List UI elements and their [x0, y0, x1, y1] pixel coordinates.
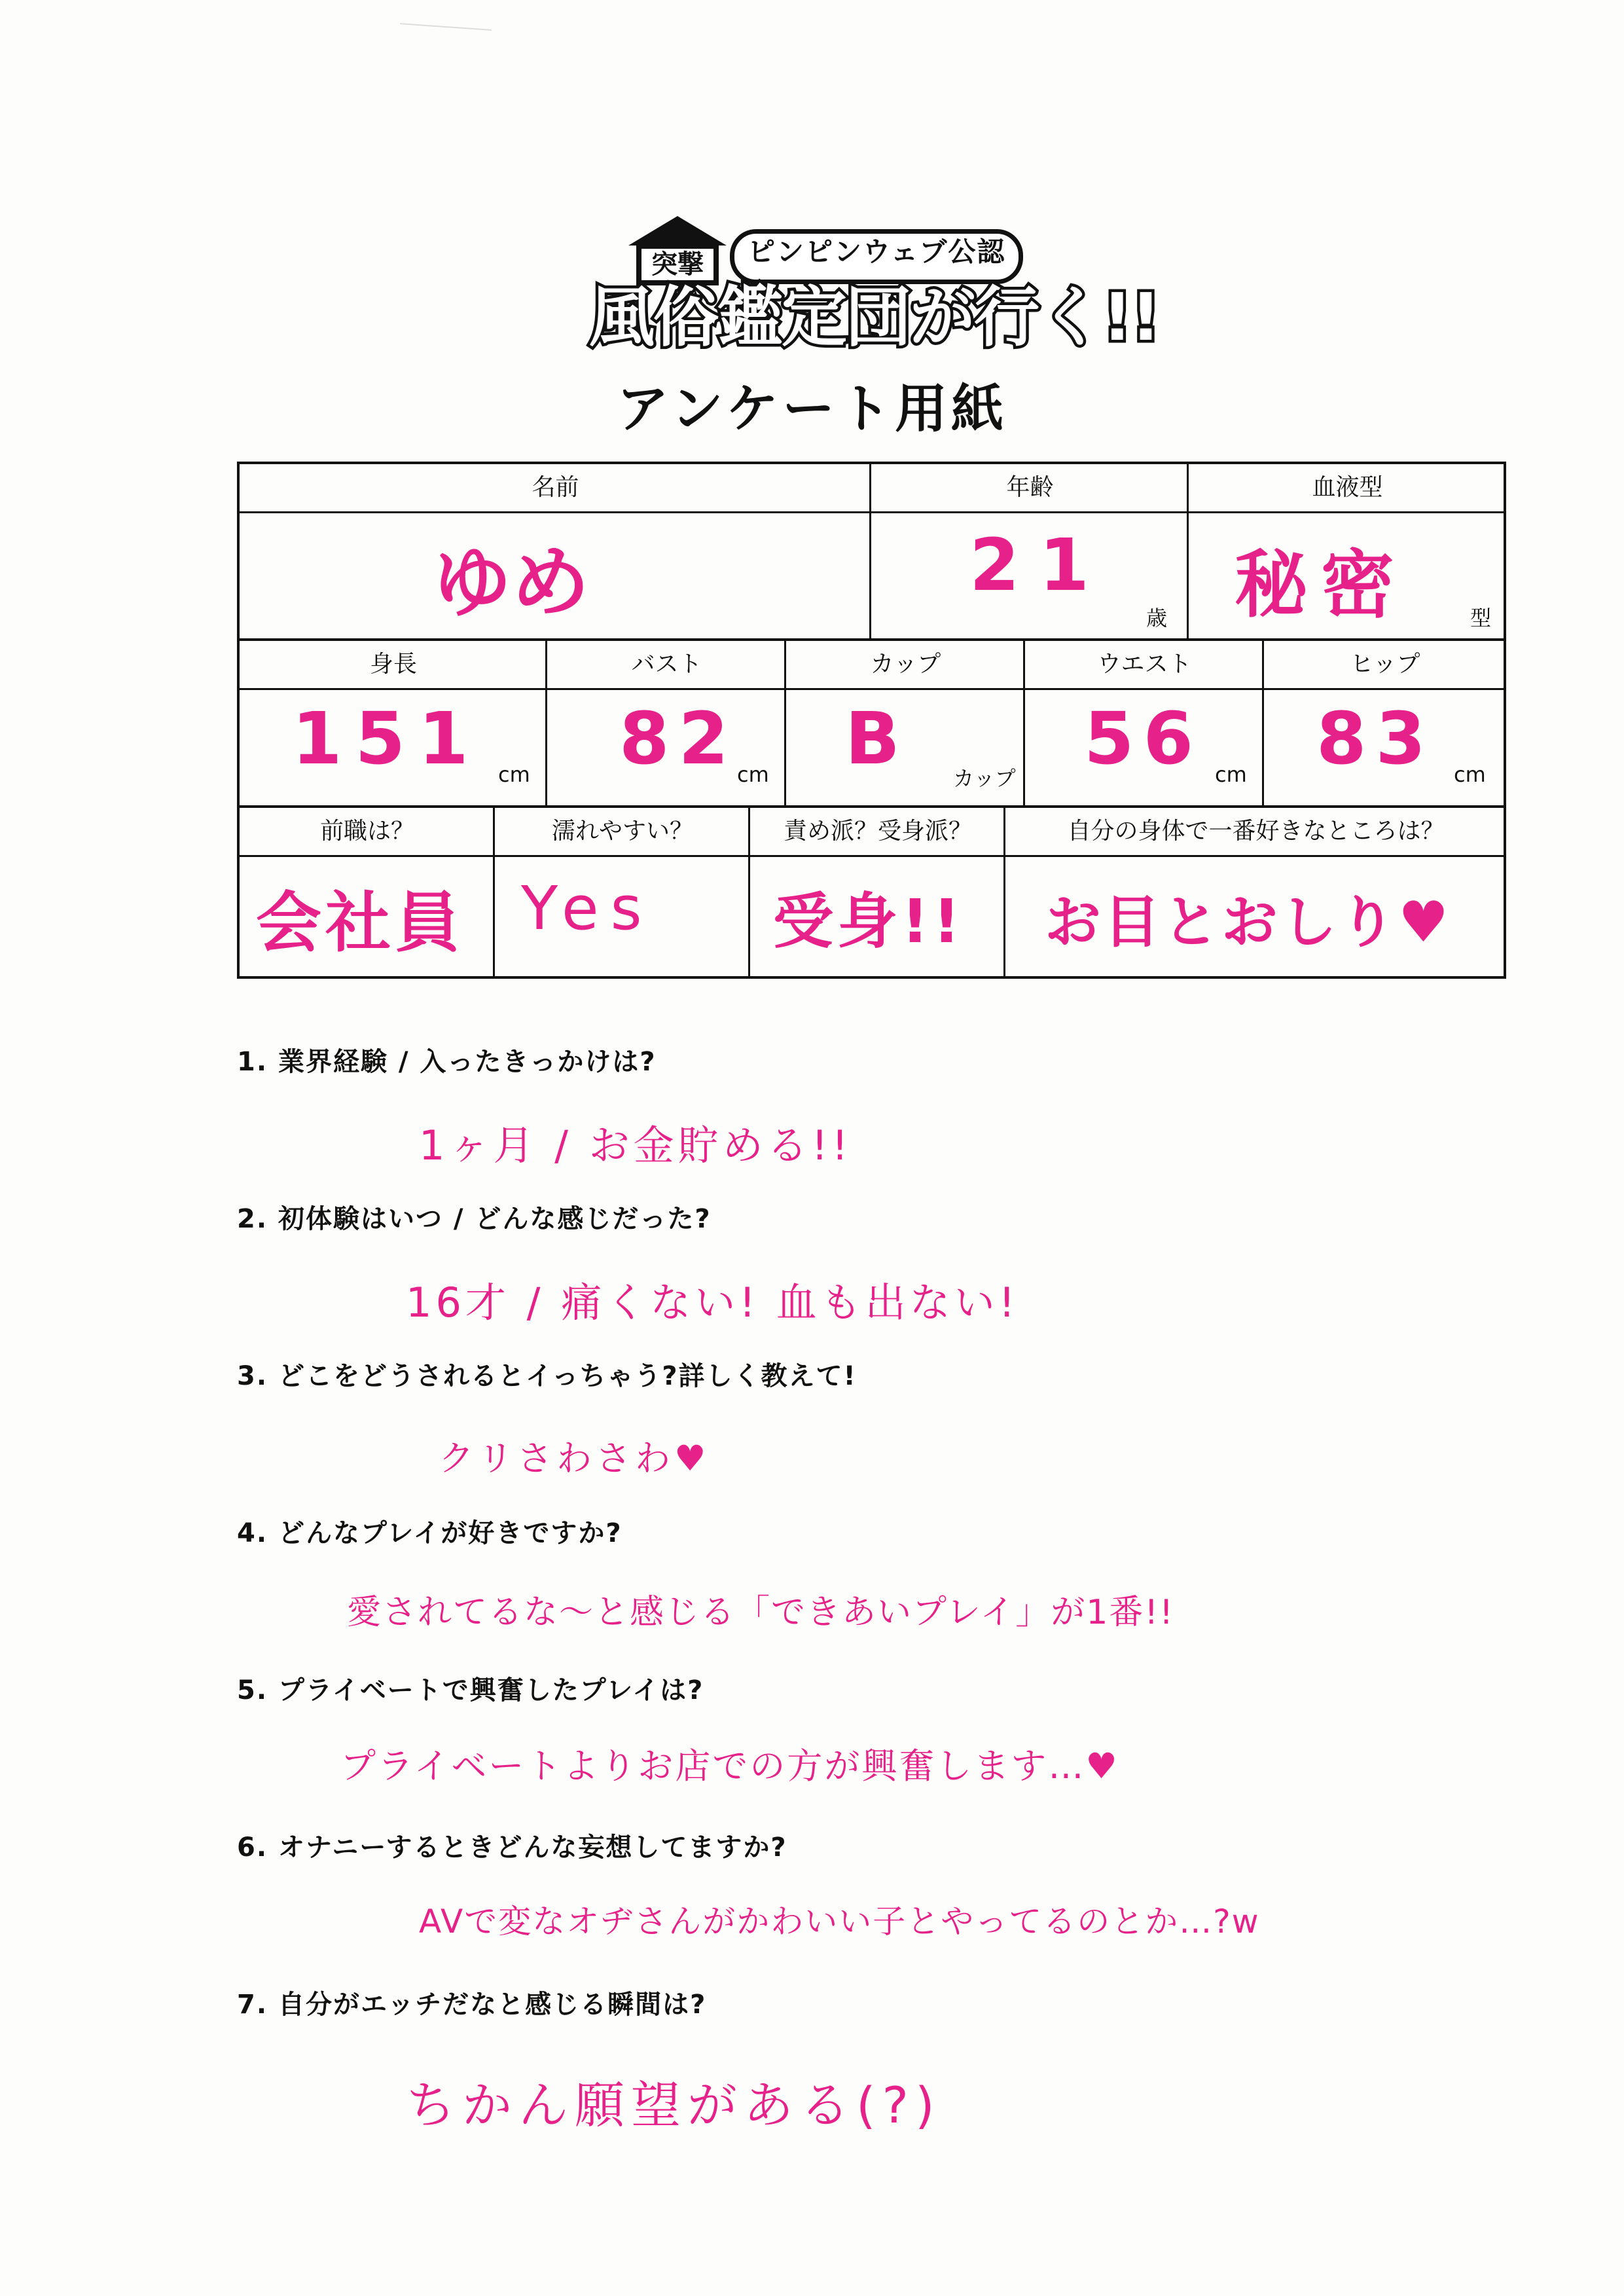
- answer-6: AVで変なオヂさんがかわいい子とやってるのとか…?w: [419, 1903, 1260, 1941]
- divider: [748, 808, 750, 979]
- endorsement-pill: ピンピンウェブ公認: [730, 229, 1023, 284]
- waist-value: 56: [1084, 697, 1203, 780]
- main-title: 風俗鑑定団が行く!!: [589, 279, 1160, 355]
- hip-label: ヒップ: [1264, 641, 1506, 690]
- answer-3: クリさわさわ♥: [439, 1438, 710, 1479]
- blood-label: 血液型: [1189, 464, 1506, 513]
- age-unit: 歳: [1146, 606, 1168, 630]
- bust-value: 82: [619, 697, 738, 780]
- sm-label: 責め派？受身派？: [750, 808, 1005, 857]
- name-cell: [240, 464, 871, 641]
- answer-5: プライベートよりお店での方が興奮します…♥: [340, 1745, 1119, 1787]
- waist-cell: [1025, 641, 1264, 808]
- answer-2: 16才 / 痛くない! 血も出ない!: [406, 1279, 1019, 1326]
- answer-1: 1ヶ月 / お金貯める!!: [419, 1121, 852, 1169]
- hip-cell: [1264, 641, 1506, 808]
- height-cell: [240, 641, 547, 808]
- cup-value: B: [845, 697, 900, 780]
- scan-mark: [399, 23, 492, 50]
- divider: [784, 641, 786, 808]
- hip-unit: cm: [1454, 762, 1486, 787]
- badge-text: 突撃: [636, 244, 719, 285]
- house-badge: [628, 216, 727, 288]
- fav-part-label: 自分の身体で一番好きなところは？: [1005, 808, 1506, 857]
- fav-part-cell: [1005, 808, 1506, 979]
- fav-part-value: お目とおしり♥: [1045, 890, 1452, 955]
- wet-label: 濡れやすい？: [495, 808, 750, 857]
- question-4: 4. どんなプレイが好きですか?: [237, 1518, 623, 1548]
- waist-label: ウエスト: [1025, 641, 1264, 690]
- prev-job-cell: [240, 808, 495, 979]
- height-label: 身長: [240, 641, 547, 690]
- question-3: 3. どこをどうされるとイっちゃう?詳しく教えて!: [237, 1361, 857, 1391]
- height-value: 151: [292, 697, 482, 780]
- age-cell: [871, 464, 1189, 641]
- question-1: 1. 業界経験 / 入ったきっかけは?: [237, 1047, 657, 1077]
- question-2: 2. 初体験はいつ / どんな感じだった?: [237, 1204, 712, 1234]
- name-label: 名前: [240, 464, 871, 513]
- age-value: 21: [969, 523, 1110, 607]
- divider: [493, 808, 495, 979]
- waist-unit: cm: [1215, 762, 1247, 787]
- divider: [869, 464, 871, 641]
- cup-cell: [786, 641, 1025, 808]
- divider: [1187, 464, 1189, 641]
- form-title: アンケート用紙: [616, 378, 1008, 439]
- prev-job-value: 会社員: [256, 884, 464, 961]
- age-label: 年齢: [871, 464, 1189, 513]
- bust-label: バスト: [547, 641, 786, 690]
- height-unit: cm: [498, 762, 530, 787]
- blood-cell: [1189, 464, 1506, 641]
- bust-cell: [547, 641, 786, 808]
- divider: [1262, 641, 1264, 808]
- prev-job-label: 前職は？: [240, 808, 495, 857]
- divider: [1023, 641, 1025, 808]
- bust-unit: cm: [737, 762, 769, 787]
- answer-7: ちかん願望がある(?): [406, 2076, 941, 2134]
- wet-cell: [495, 808, 750, 979]
- sm-cell: [750, 808, 1005, 979]
- cup-unit: カップ: [953, 766, 1016, 791]
- answer-4: 愛されてるな～と感じる「できあいプレイ」が1番!!: [347, 1593, 1175, 1632]
- profile-table: [237, 462, 1506, 979]
- question-6: 6. オナニーするときどんな妄想してますか?: [237, 1832, 787, 1863]
- sm-value: 受身!!: [773, 886, 964, 957]
- wet-value: Yes: [521, 873, 654, 943]
- divider: [1003, 808, 1005, 979]
- header-logo: [589, 216, 1160, 355]
- house-roof-shape: [628, 216, 727, 246]
- blood-value: 秘密: [1235, 543, 1407, 628]
- question-5: 5. プライベートで興奮したプレイは?: [237, 1675, 704, 1705]
- cup-label: カップ: [786, 641, 1025, 690]
- name-value: ゆめ: [433, 538, 590, 629]
- divider: [545, 641, 547, 808]
- hip-value: 83: [1316, 697, 1435, 780]
- question-7: 7. 自分がエッチだなと感じる瞬間は?: [237, 1990, 707, 2020]
- blood-unit: 型: [1470, 606, 1492, 630]
